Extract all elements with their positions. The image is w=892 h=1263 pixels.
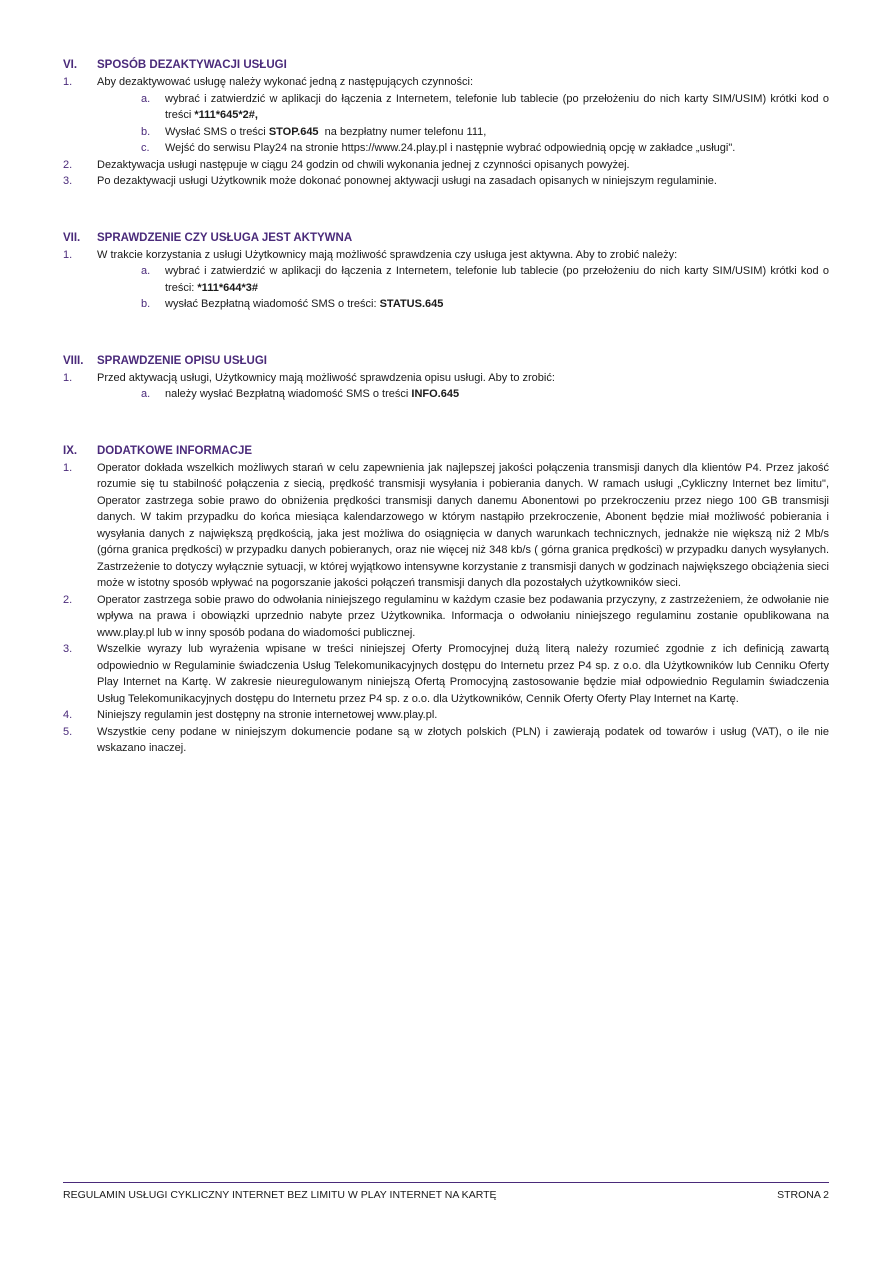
item-number: 4. (63, 709, 73, 721)
sub-item (141, 124, 829, 141)
list-item (63, 74, 829, 91)
item-text: Dezaktywacja usługi następuje w ciągu 24 godzin od chwili wykonania jednej z czynności opisanych powyżej. (97, 158, 630, 171)
sms-code: INFO.645 (411, 388, 460, 400)
sub-item (141, 263, 829, 296)
item-text: Po dezaktywacji usługi Użytkownik może dokonać ponownej aktywacji usługi na zasadach opisanych w niniejszym regulaminie. (97, 175, 717, 187)
section-additional-info (63, 443, 829, 757)
sub-item (141, 140, 829, 157)
section-title: SPRAWDZENIE CZY USŁUGA JEST AKTYWNA (97, 231, 353, 244)
sub-item (141, 91, 829, 124)
item-number: 5. (63, 725, 73, 738)
ussd-code: *111*644*3# (197, 281, 258, 294)
sub-text-body: Wysłać SMS o treści (165, 125, 269, 138)
item-text: Wszystkie ceny podane w niniejszym dokumencie podane są w złotych polskich (PLN) i zawierają podatek od towarów i usług (VAT), o ile nie wskazano inaczej. (97, 725, 829, 754)
sub-text (165, 386, 829, 403)
sub-text (165, 124, 829, 141)
ussd-code: *111*645*2#, (194, 109, 258, 121)
footer-document-title: REGULAMIN USŁUGI CYKLICZNY INTERNET BEZ LIMITU W PLAY INTERNET NA KARTĘ (63, 1189, 497, 1201)
sub-text-body: wysłać Bezpłatną wiadomość SMS o treści: (165, 298, 380, 310)
item-text: Operator dokłada wszelkich możliwych starań w celu zapewnienia jak najlepszej jakości połączenia transmisji danych dla klientów P4. Przez jakość rozumie się tu stabilność połączenia z siecią, prędkość transmisji wysyłania i pobierania danych. W ramach usługi „Cykliczny Internet bez limitu", Operator zastrzega sobie prawo do obniżenia prędkości transmisji danych danemu Abonentowi po przekroczeniu przez niego 100 GB transmisji danych. W takim przypadku do końca miesiąca kalendarzowego w którym nastąpiło przekroczenie, Abonent będzie miał możliwość pobierania i wysyłania danych z największą prędkością, jaka jest możliwa do osiągnięcia w danych warunkach technicznych, jednakże nie większą niż 2 Mb/s (górna granica prędkości) w przypadku danych pobieranych, oraz nie więcej niż 348 kb/s ( górna granica prędkości) w przypadku danych wysyłanych. Zastrzeżenie to dotyczy wyłącznie sytuacji, w której wyjątkowo intensywne korzystanie z transmisji danych w godzinach największego obciążenia sieci może w istotny sposób wpływać na pogorszanie jakości połączeń transmisji danych dla pozostałych użytkowników sieci. (97, 461, 829, 589)
sub-text-body: należy wysłać Bezpłatną wiadomość SMS o treści (165, 388, 412, 400)
section-number: VI. (63, 59, 78, 71)
sub-text (165, 296, 829, 313)
list-item (63, 641, 829, 707)
section-heading (63, 443, 829, 460)
section-heading (63, 57, 829, 74)
sub-text-body: wybrać i zatwierdzić w aplikacji do łączenia z Internetem, telefonie lub tablecie (po przełożeniu do nich karty SIM/USIM) krótki kod o treści: (165, 265, 829, 294)
item-number: 1. (63, 461, 73, 474)
sub-letter: a. (141, 388, 151, 400)
list-item (63, 460, 829, 592)
sub-text: Wejść do serwisu Play24 na stronie https://www.24.play.pl i następnie wybrać odpowiednią opcję w zakładce „usługi". (165, 142, 736, 154)
sub-letter: c. (141, 142, 150, 154)
sub-text-after: na bezpłatny numer telefonu 111, (318, 125, 487, 138)
sub-letter: b. (141, 125, 151, 138)
sub-letter: b. (141, 298, 151, 310)
item-text: Aby dezaktywować usługę należy wykonać jedną z następujących czynności: (97, 76, 474, 88)
sub-letter: a. (141, 265, 151, 277)
list-item (63, 592, 829, 642)
item-text: Wszelkie wyrazy lub wyrażenia wpisane w treści niniejszej Oferty Promocyjnej dużą literą należy rozumieć zgodnie z ich definicją zawartą odpowiednio w Regulaminie świadczenia Usług Telekomunikacyjnych dostępu do Internetu przez P4 sp. z o.o. dla Użytkowników lub Cenniku Oferty Play Internet na Kartę. W zakresie nieuregulowanym niniejszą Ofertą Promocyjną zastosowanie będzie miał odpowiednio Regulamin świadczenia Usług Telekomunikacyjnych dostępu do Internetu przez P4 sp. z o.o. dla Użytkowników, Cennik Oferty Oferty Play Internet na Kartę. (97, 643, 829, 705)
section-number: VII. (63, 231, 81, 244)
list-item (63, 370, 829, 387)
item-text: Niniejszy regulamin jest dostępny na stronie internetowej www.play.pl. (97, 709, 438, 721)
list-item (63, 724, 829, 757)
item-text: W trakcie korzystania z usługi Użytkownicy mają możliwość sprawdzenia czy usługa jest aktywna. Aby to zrobić należy: (97, 248, 678, 261)
section-heading (63, 230, 829, 247)
item-text: Operator zastrzega sobie prawo do odwołania niniejszego regulaminu w każdym czasie bez podawania przyczyny, z zastrzeżeniem, że odwołanie nie wpływa na prawa i obowiązki uprzednio nabyte przez Użytkownika. Informacja o odwołaniu niniejszego regulaminu zostanie opublikowana na www.play.pl lub w inny sposób podana do wiadomości publicznej. (97, 593, 829, 639)
sub-item (141, 386, 829, 403)
sub-text (165, 91, 829, 124)
section-title: DODATKOWE INFORMACJE (97, 444, 253, 457)
item-text: Przed aktywacją usługi, Użytkownicy mają możliwość sprawdzenia opisu usługi. Aby to zrobić: (97, 371, 555, 384)
footer-divider (63, 1182, 829, 1183)
sms-code: STOP.645 (268, 125, 319, 138)
section-deactivation (63, 57, 829, 190)
page-footer (63, 1189, 829, 1201)
section-number: VIII. (63, 354, 84, 367)
section-heading (63, 353, 829, 370)
list-item (63, 707, 829, 724)
list-item (63, 247, 829, 264)
list-item (63, 173, 829, 190)
item-number: 1. (63, 371, 73, 384)
item-number: 1. (63, 76, 73, 88)
document-page (63, 57, 829, 797)
section-title: SPOSÓB DEZAKTYWACJI USŁUGI (97, 59, 287, 71)
sub-item (141, 296, 829, 313)
sub-letter: a. (141, 92, 151, 105)
section-title: SPRAWDZENIE OPISU USŁUGI (97, 354, 267, 367)
list-item (63, 157, 829, 174)
sub-text (165, 263, 829, 296)
section-check-description (63, 353, 829, 403)
section-check-active (63, 230, 829, 313)
item-number: 2. (63, 158, 73, 171)
item-number: 2. (63, 593, 73, 606)
sms-code: STATUS.645 (379, 298, 444, 310)
item-number: 3. (63, 175, 73, 187)
page-number: STRONA 2 (777, 1189, 829, 1201)
item-number: 1. (63, 248, 73, 261)
sub-text-body: wybrać i zatwierdzić w aplikacji do łączenia z Internetem, telefonie lub tablecie (po przełożeniu do nich karty SIM/USIM) krótki kod o treści (165, 92, 829, 121)
item-number: 3. (63, 643, 73, 655)
section-number: IX. (63, 444, 78, 457)
